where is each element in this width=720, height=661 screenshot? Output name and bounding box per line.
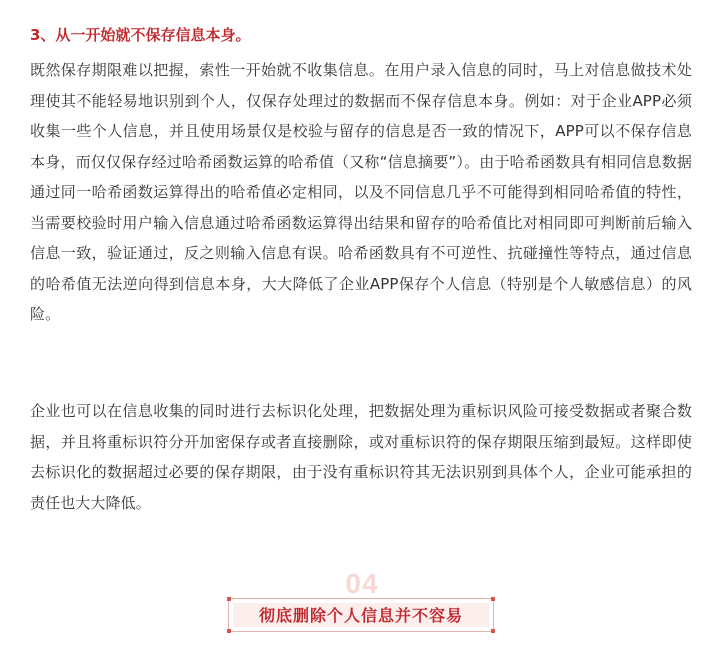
section-title-background <box>233 603 489 627</box>
paragraph-deidentification: 企业也可以在信息收集的同时进行去标识化处理，把数据处理为重标识风险可接受数据或者聚合数据，并且将重标识符分开加密保存或者直接删除，或对重标识符的保存期限压缩到最短。这样即使去标识化的数据超过必要的保存期限，由于没有重标识符其无法识别到具体个人，企业可能承担的责任也大大降低。 <box>30 402 692 512</box>
corner-decoration <box>491 597 495 601</box>
section-title: 彻底删除个人信息并不容易 <box>258 606 463 625</box>
section-number: 04 <box>345 568 379 599</box>
corner-decoration <box>227 597 231 601</box>
paragraph-hash-storage: 既然保存期限难以把握，索性一开始就不收集信息。在用户录入信息的同时，马上对信息做技术处理使其不能轻易地识别到个人，仅保存处理过的数据而不保存信息本身。例如：对于企业APP必须收集一些个人信息，并且使用场景仅是校验与留存的信息是否一致的情况下，APP可以不保存信息本身，而仅仅保存经过哈希函数运算的哈希值（又称“信息摘要”）。由于哈希函数具有相同信息数据通过同一哈希函数运算得出的哈希值必定相同，以及不同信息几乎不可能得到相同哈希值的特性，当需要校验时用户输入信息通过哈希函数运算得出结果和留存的哈希值比对相同即可判断前后输入信息一致，验证通过，反之则输入信息有误。哈希函数具有不可逆性、抗碰撞性等特点，通过信息的哈希值无法逆向得到信息本身，大大降低了企业APP保存个人信息（特别是个人敏感信息）的风险。 <box>30 61 692 323</box>
section-title-box <box>228 598 494 632</box>
corner-decoration <box>227 629 231 633</box>
section-divider <box>228 568 496 634</box>
section-heading: 3、从一开始就不保存信息本身。 <box>30 26 251 44</box>
corner-decoration <box>491 629 495 633</box>
